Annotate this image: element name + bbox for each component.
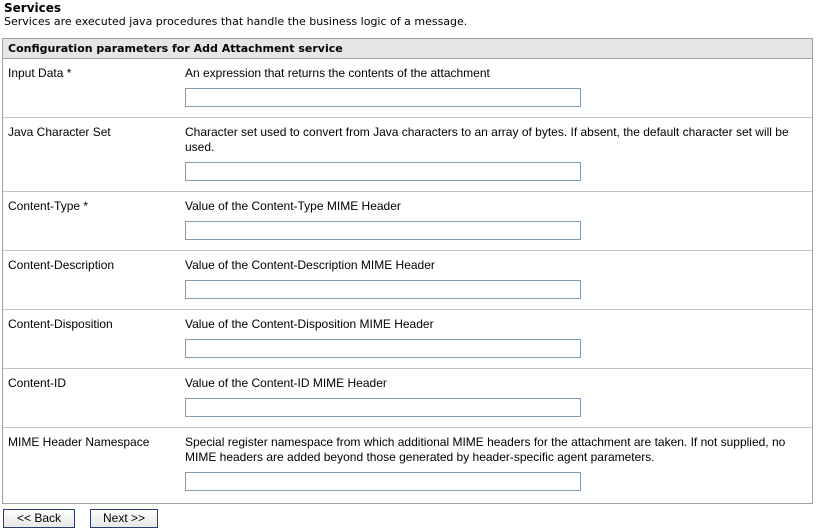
param-label: MIME Header Namespace [8, 435, 150, 449]
param-row-content-type [3, 192, 812, 251]
back-button[interactable]: << Back [3, 509, 75, 528]
param-row-content-disposition [3, 310, 812, 369]
param-row-content-id [3, 369, 812, 428]
param-description: Value of the Content-Disposition MIME Header [185, 317, 434, 331]
param-description: Character set used to convert from Java characters to an array of bytes. If absent, the default character set will be used. [185, 125, 789, 154]
page-header [4, 1, 467, 28]
param-label: Content-Type * [8, 199, 89, 213]
next-button[interactable]: Next >> [90, 509, 158, 528]
panel-title: Configuration parameters for Add Attachment service [3, 39, 812, 59]
mime-header-namespace-field[interactable] [185, 472, 581, 491]
param-row-mime-header-namespace [3, 428, 812, 503]
param-row-java-character-set [3, 118, 812, 192]
param-label: Input Data * [8, 66, 72, 80]
content-id-field[interactable] [185, 398, 581, 417]
param-label: Java Character Set [8, 125, 111, 139]
param-row-content-description [3, 251, 812, 310]
param-label: Content-Description [8, 258, 115, 272]
param-description: Value of the Content-Description MIME Header [185, 258, 435, 272]
config-panel [2, 38, 813, 504]
param-description: Value of the Content-ID MIME Header [185, 376, 387, 390]
content-disposition-field[interactable] [185, 339, 581, 358]
content-description-field[interactable] [185, 280, 581, 299]
input-data-field[interactable] [185, 88, 581, 107]
page-description: Services are executed java procedures that handle the business logic of a message. [4, 15, 468, 28]
param-description: An expression that returns the contents of the attachment [185, 66, 490, 80]
param-label: Content-Disposition [8, 317, 113, 331]
param-label: Content-ID [8, 376, 67, 390]
param-row-input-data [3, 59, 812, 118]
param-description: Value of the Content-Type MIME Header [185, 199, 401, 213]
page-title: Services [4, 1, 62, 15]
content-type-field[interactable] [185, 221, 581, 240]
param-description: Special register namespace from which additional MIME headers for the attachment are taken. If not supplied, no MIME headers are added beyond those generated by header-specific agent parameters. [185, 435, 786, 464]
java-character-set-field[interactable] [185, 162, 581, 181]
